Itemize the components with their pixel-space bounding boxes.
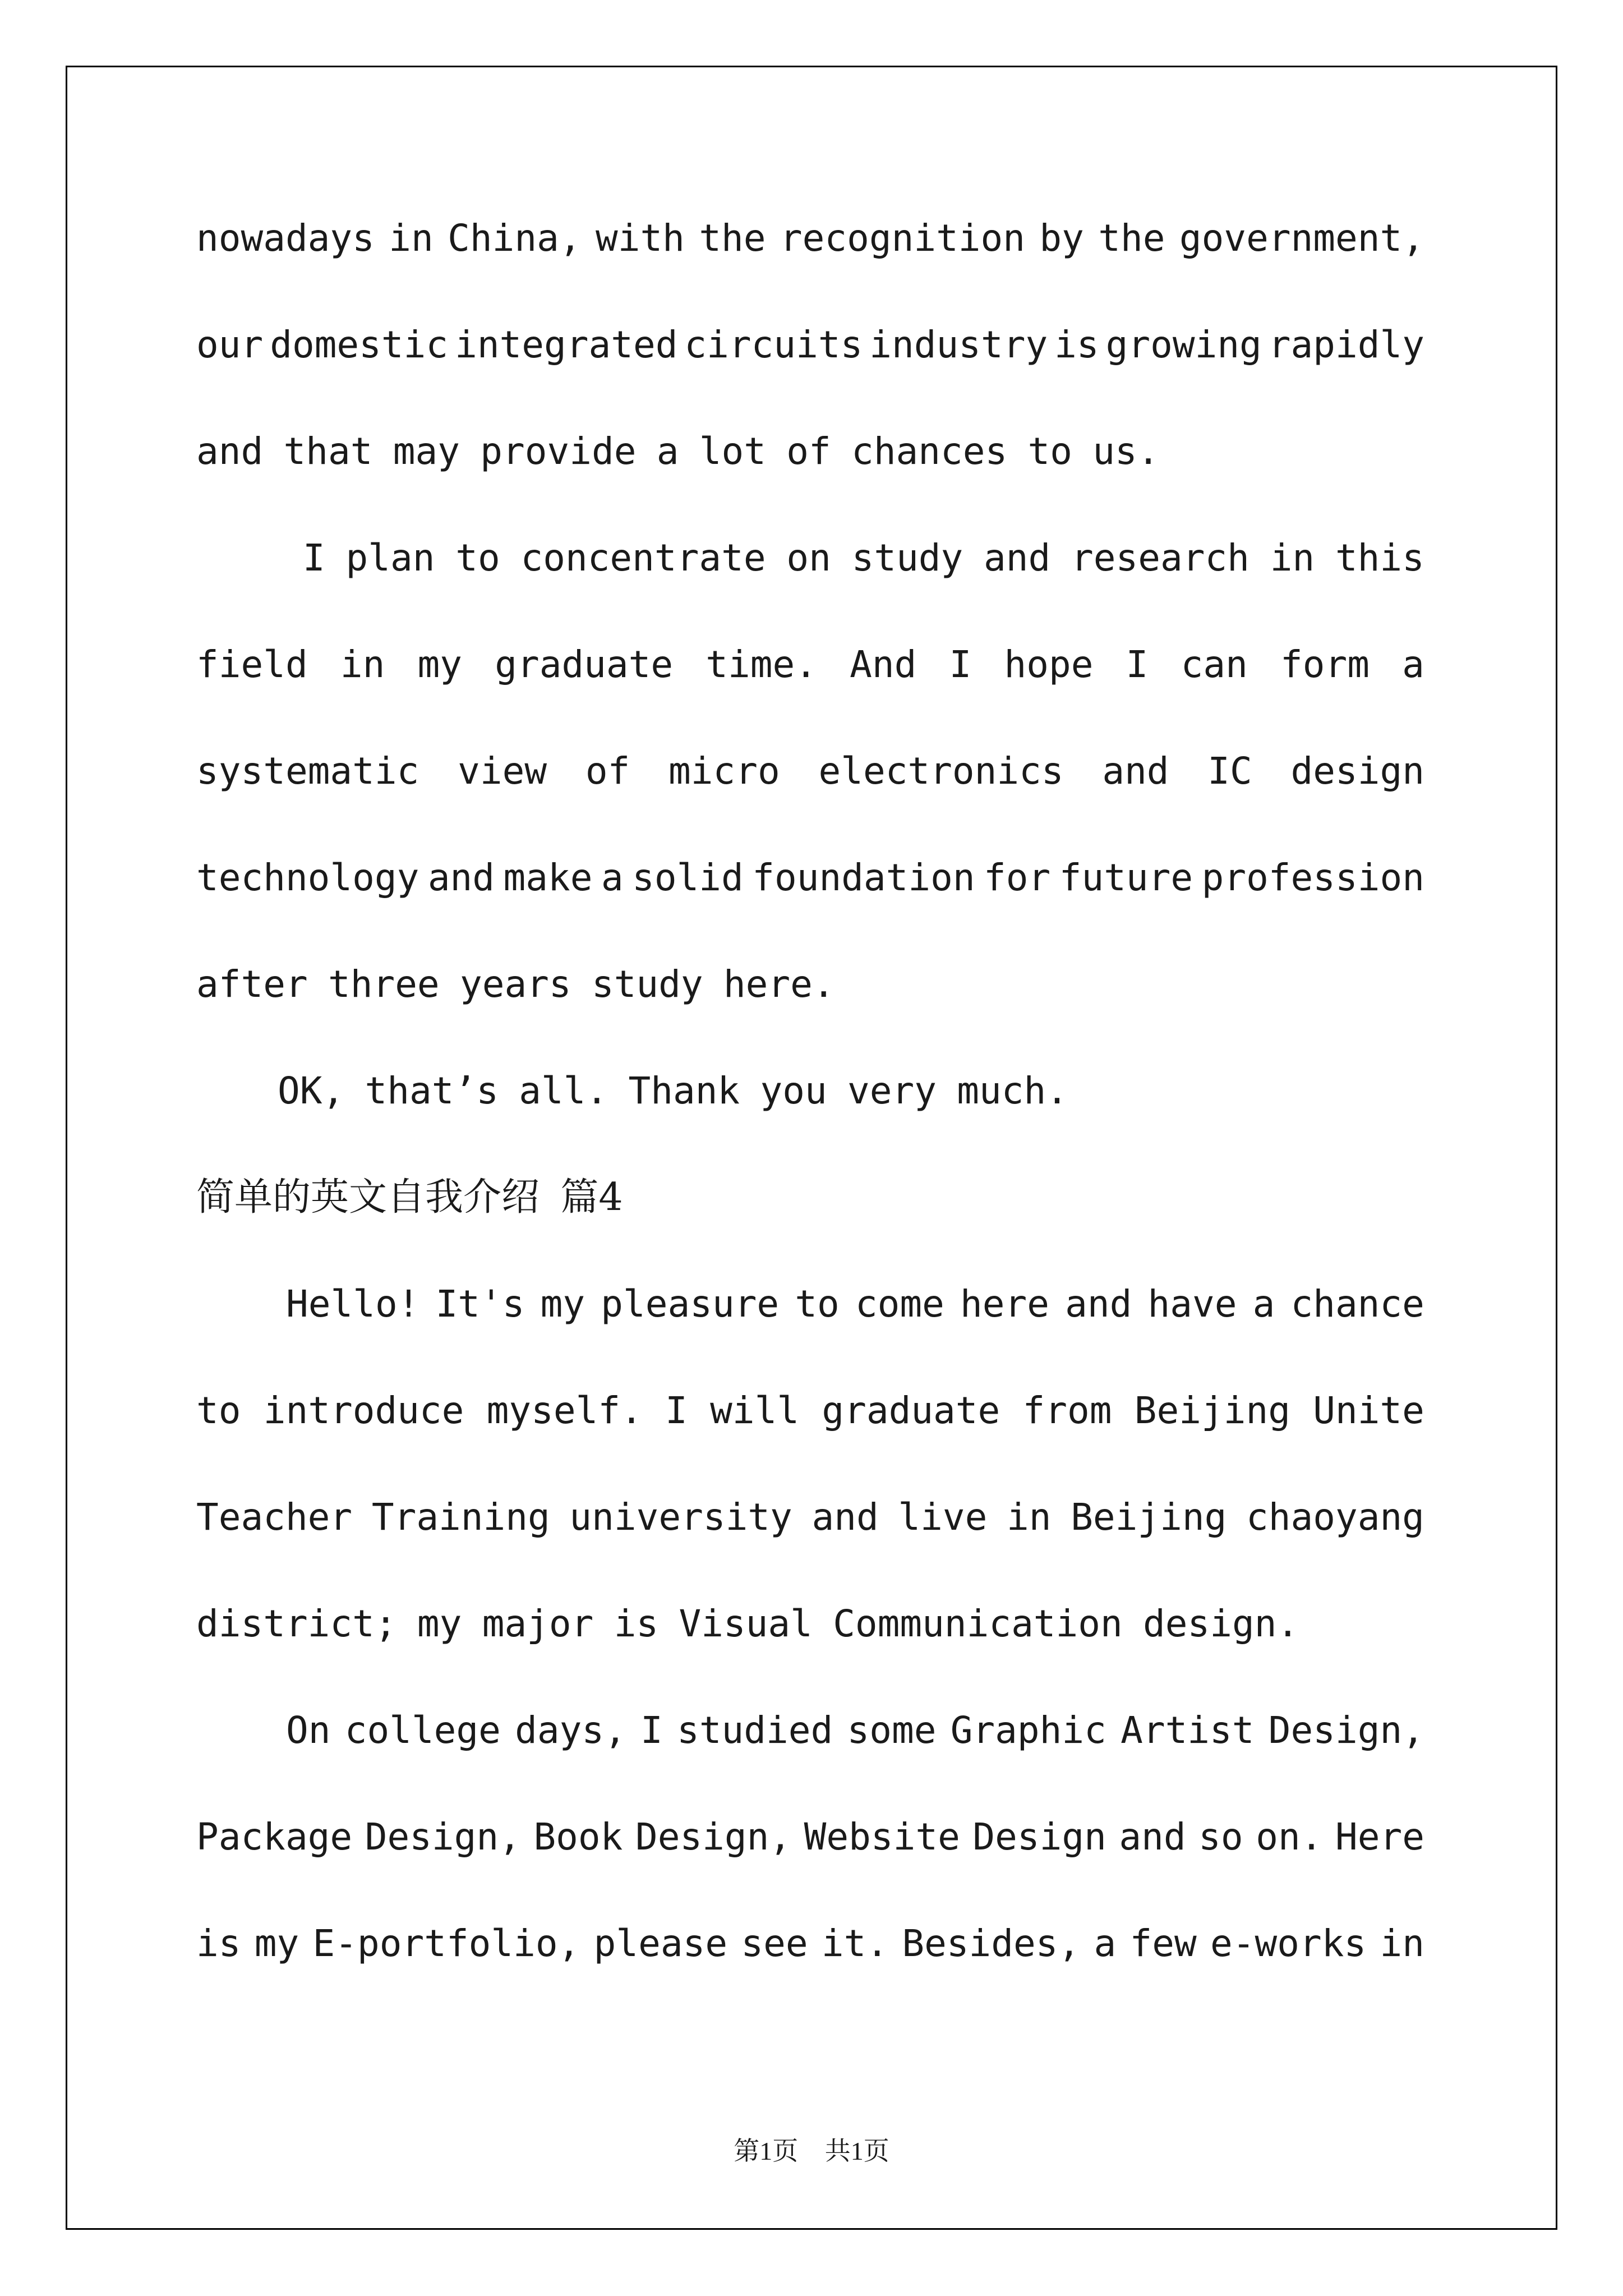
text-line: after three years study here. <box>196 963 835 1006</box>
text-line: and that may provide a lot of chances to us. <box>196 430 1160 473</box>
text-line: technology and make a solid foundation for future profession <box>196 856 1424 899</box>
document-body <box>196 213 1424 2025</box>
text-line: Package Design, Book Design, Website Design and so on. Here <box>196 1815 1424 1858</box>
text-line: On college days, I studied some Graphic Artist Design, <box>286 1709 1424 1752</box>
text-line: I plan to concentrate on study and research in this <box>303 536 1424 579</box>
text-line: OK, that’s all. Thank you very much. <box>278 1069 1068 1112</box>
text-line: to introduce myself. I will graduate from Beijing Unite <box>196 1389 1424 1432</box>
text-line: our domestic integrated circuits industry is growing rapidly <box>196 323 1424 366</box>
section-heading: 简单的英文自我介绍 篇4 <box>196 1175 623 1220</box>
text-line: Hello! It's my pleasure to come here and have a chance <box>286 1282 1424 1326</box>
text-line: Teacher Training university and live in Beijing chaoyang <box>196 1496 1424 1539</box>
text-line: is my E-portfolio, please see it. Besides, a few e-works in <box>196 1922 1424 1965</box>
page-number: 第1页 <box>734 2137 799 2165</box>
text-line: district; my major is Visual Communication design. <box>196 1602 1299 1645</box>
text-line: systematic view of micro electronics and IC design <box>196 749 1424 793</box>
text-line: nowadays in China, with the recognition by the government, <box>196 217 1424 260</box>
text-line: field in my graduate time. And I hope I can form a <box>196 643 1424 686</box>
page-total: 共1页 <box>824 2137 889 2165</box>
page-footer <box>0 2131 1623 2168</box>
